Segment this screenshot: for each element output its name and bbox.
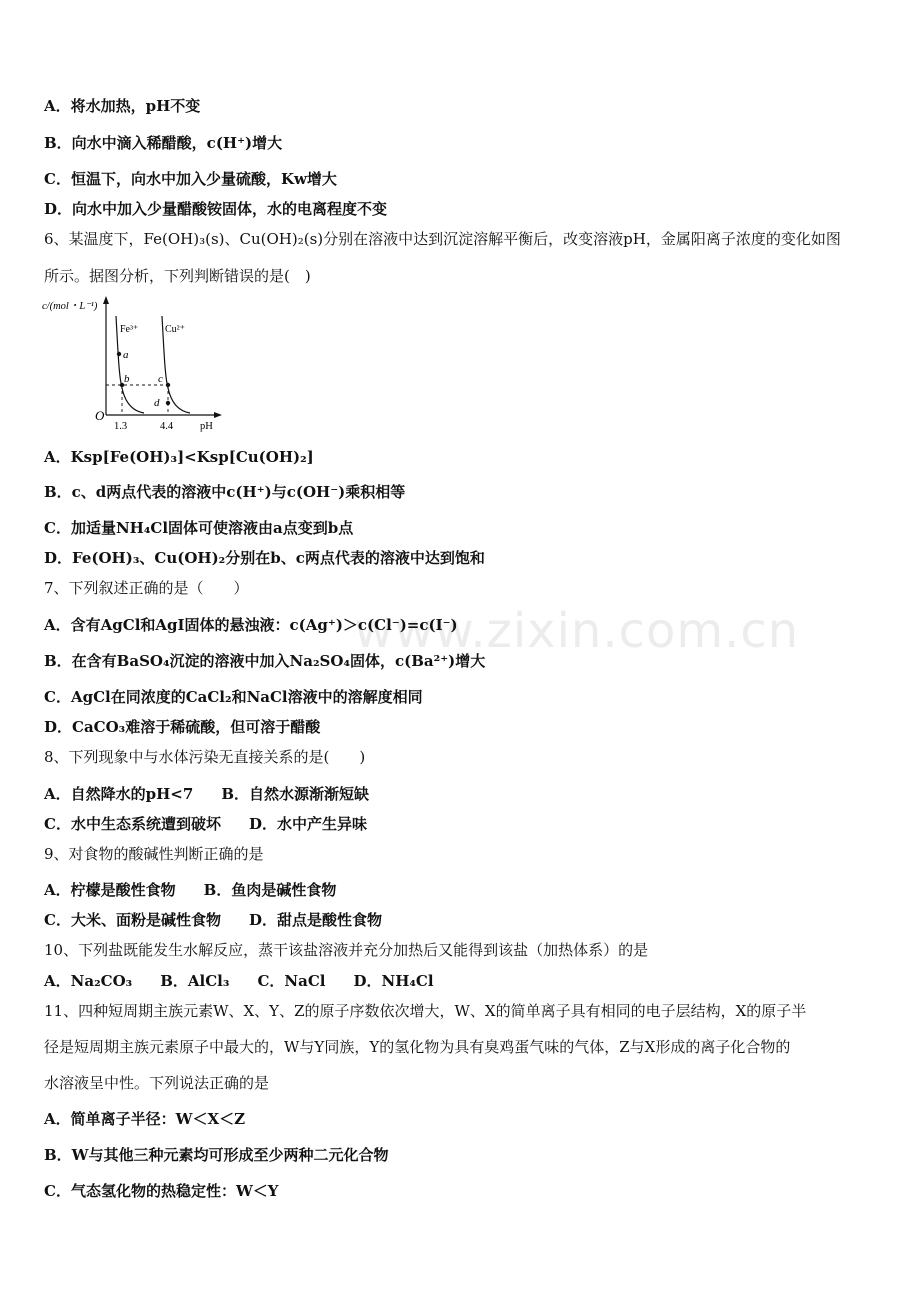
q8-option-c: C．水中生态系统遭到破坏 <box>44 815 221 833</box>
q8-options-row2 <box>44 814 367 834</box>
q8-option-a: A．自然降水的pH<7 <box>44 785 194 803</box>
figure-point-b: b <box>124 373 130 385</box>
q6-option-b: B．c、d两点代表的溶液中c(H⁺)与c(OH⁻)乘积相等 <box>44 483 406 501</box>
watermark: www.zixin.com.cn <box>354 603 800 659</box>
q8-stem: 8、下列现象中与水体污染无直接关系的是( ) <box>44 748 366 766</box>
q7-option-a: A．含有AgCl和AgI固体的悬浊液：c(Ag⁺)＞c(Cl⁻)=c(I⁻) <box>44 616 458 634</box>
q10-option-b: B．AlCl₃ <box>160 972 230 990</box>
q10-option-d: D．NH₄Cl <box>353 972 434 990</box>
figure-origin: O <box>95 408 105 423</box>
q9-option-d: D．甜点是酸性食物 <box>248 911 382 929</box>
q11-stem-line2: 径是短周期主族元素原子中最大的，W与Y同族，Y的氢化物为具有臭鸡蛋气味的气体，Z与X形成的离子化合物的 <box>44 1038 791 1056</box>
figure-curve-cu: Cu²⁺ <box>165 324 185 335</box>
q7-stem: 7、下列叙述正确的是（ ） <box>44 579 249 597</box>
prev-option-c: C．恒温下，向水中加入少量硫酸，Kw增大 <box>44 170 337 188</box>
q10-stem: 10、下列盐既能发生水解反应，蒸干该盐溶液并充分加热后又能得到该盐（加热体系）的是 <box>44 941 649 959</box>
q9-stem: 9、对食物的酸碱性判断正确的是 <box>44 845 264 863</box>
q6-figure <box>40 292 230 432</box>
prev-option-a: A．将水加热，pH不变 <box>44 97 201 115</box>
q7-option-b: B．在含有BaSO₄沉淀的溶液中加入Na₂SO₄固体，c(Ba²⁺)增大 <box>44 652 486 670</box>
q10-options <box>44 971 434 991</box>
figure-ylabel: c/(mol・L⁻¹) <box>42 301 98 312</box>
prev-option-b: B．向水中滴入稀醋酸，c(H⁺)增大 <box>44 134 283 152</box>
q6-stem-line2: 所示。据图分析，下列判断错误的是( ) <box>44 267 311 285</box>
q9-option-a: A．柠檬是酸性食物 <box>44 881 176 899</box>
figure-tick-1: 1.3 <box>114 421 128 432</box>
q6-option-a: A．Ksp[Fe(OH)₃]<Ksp[Cu(OH)₂] <box>44 448 314 466</box>
q11-stem-line1: 11、四种短周期主族元素W、X、Y、Z的原子序数依次增大，W、X的简单离子具有相同的电子层结构，X的原子半 <box>44 1002 807 1020</box>
q11-option-a: A．简单离子半径：W＜X＜Z <box>44 1110 246 1128</box>
q6-stem-line1: 6、某温度下，Fe(OH)₃(s)、Cu(OH)₂(s)分别在溶液中达到沉淀溶解平衡后，改变溶液pH，金属阳离子浓度的变化如图 <box>44 230 841 248</box>
q6-option-d: D．Fe(OH)₃、Cu(OH)₂分别在b、c两点代表的溶液中达到饱和 <box>44 549 485 567</box>
q7-option-d: D．CaCO₃难溶于稀硫酸，但可溶于醋酸 <box>44 718 321 736</box>
figure-point-a: a <box>123 349 129 361</box>
figure-tick-2: 4.4 <box>160 421 174 432</box>
q7-option-c: C．AgCl在同浓度的CaCl₂和NaCl溶液中的溶解度相同 <box>44 688 423 706</box>
q9-option-c: C．大米、面粉是碱性食物 <box>44 911 221 929</box>
prev-option-d: D．向水中加入少量醋酸铵固体，水的电离程度不变 <box>44 200 388 218</box>
q8-options-row1 <box>44 784 369 804</box>
figure-point-c: c <box>158 373 163 385</box>
q10-option-c: C．NaCl <box>257 972 326 990</box>
figure-xlabel: pH <box>200 421 213 432</box>
q9-option-b: B．鱼肉是碱性食物 <box>203 881 337 899</box>
q6-option-c: C．加适量NH₄Cl固体可使溶液由a点变到b点 <box>44 519 354 537</box>
q11-stem-line3: 水溶液呈中性。下列说法正确的是 <box>44 1074 270 1092</box>
q8-option-d: D．水中产生异味 <box>248 815 367 833</box>
q8-option-b: B．自然水源渐渐短缺 <box>221 785 369 803</box>
figure-point-d: d <box>154 397 160 409</box>
q9-options-row2 <box>44 910 382 930</box>
q11-option-b: B．W与其他三种元素均可形成至少两种二元化合物 <box>44 1146 389 1164</box>
q9-options-row1 <box>44 880 336 900</box>
q10-option-a: A．Na₂CO₃ <box>44 972 133 990</box>
q11-option-c: C．气态氢化物的热稳定性：W＜Y <box>44 1182 279 1200</box>
figure-curve-fe: Fe³⁺ <box>120 324 139 335</box>
